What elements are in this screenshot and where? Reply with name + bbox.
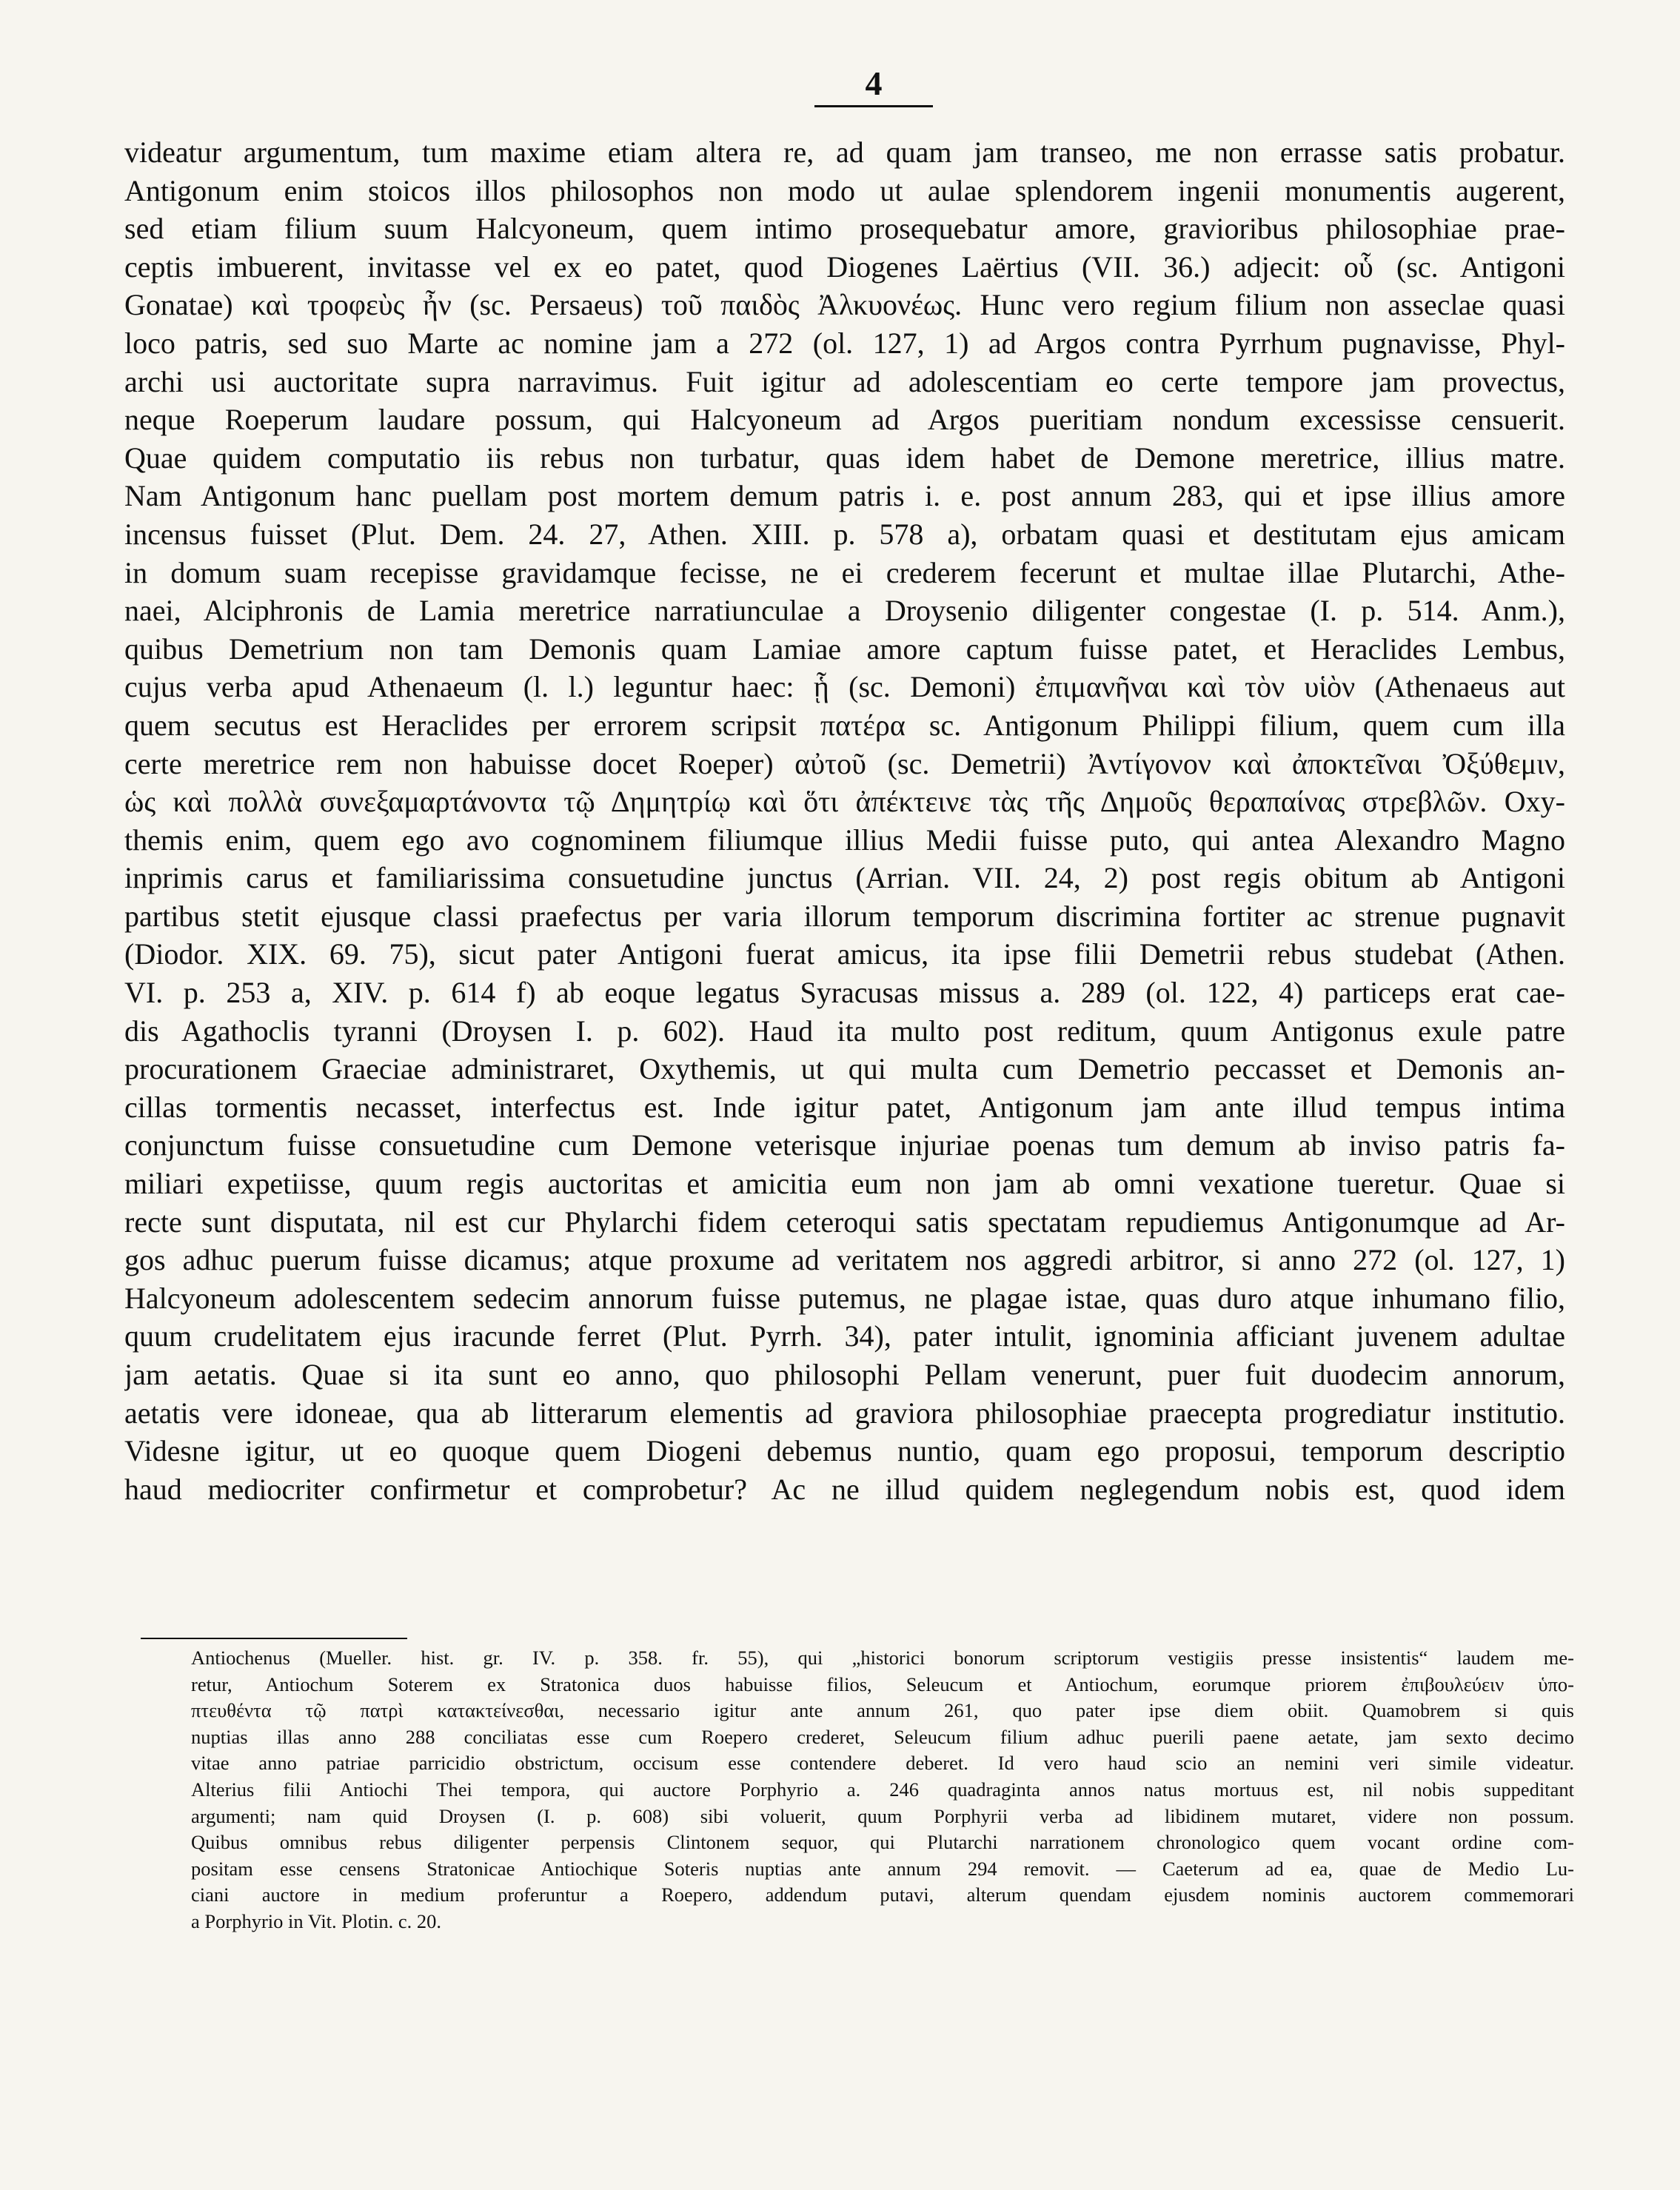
text-line: cillas tormentis necasset, interfectus est. Inde igitur patet, Antigonum jam ante illud tempus intima [124,1090,1565,1124]
main-text-body [124,133,1565,1508]
text-line: conjunctum fuisse consuetudine cum Demone veterisque injuriae poenas tum demum ab inviso patris fa- [124,1128,1565,1162]
text-line: jam aetatis. Quae si ita sunt eo anno, quo philosophi Pellam venerunt, puer fuit duodecim annorum, [124,1358,1565,1391]
text-line: miliari expetiisse, quum regis auctoritas et amicitia eum non jam ab omni vexatione tueretur. Quae si [124,1167,1565,1201]
footnote-block [191,1645,1574,1935]
footnote-line: nuptias illas anno 288 conciliatas esse cum Roepero crederet, Seleucum filium adhuc puerili paene aetate, jam sexto decimo [191,1725,1574,1748]
text-line: quem secutus est Heraclides per errorem scripsit πατέρα sc. Antigonum Philippi filium, quem cum illa [124,708,1565,742]
text-line: ὡς καὶ πολλὰ συνεξαμαρτάνοντα τῷ Δημητρίῳ καὶ ὅτι ἀπέκτεινε τὰς τῆς Δημοῦς θεραπαίνας στρεβλῶν. Oxy- [124,785,1565,819]
footnote-line: Alterius filii Antiochi Thei tempora, qui auctore Porphyrio a. 246 quadraginta annos natus mortuus est, nil nobis suppeditant [191,1778,1574,1801]
text-line: (Diodor. XIX. 69. 75), sicut pater Antigoni fuerat amicus, ita ipse filii Demetrii rebus studebat (Athen. [124,937,1565,971]
footnote-separator [141,1638,407,1639]
text-line: archi usi auctoritate supra narravimus. Fuit igitur ad adolescentiam eo certe tempore jam provectus, [124,364,1565,398]
text-line: dis Agathoclis tyranni (Droysen I. p. 602). Haud ita multo post reditum, quum Antigonus exule patre [124,1014,1565,1048]
text-line: recte sunt disputata, nil est cur Phylarchi fidem ceteroqui satis spectatam repudiemus Antigonumque ad Ar- [124,1205,1565,1239]
text-line: naei, Alciphronis de Lamia meretrice narratiunculae a Droysenio diligenter congestae (I. p. 514. Anm.), [124,594,1565,628]
text-line: aetatis vere idoneae, qua ab litterarum elementis ad graviora philosophiae praecepta progrediatur institutio. [124,1396,1565,1430]
footnote-line: positam esse censens Stratonicae Antiochique Soteris nuptias ante annum 294 removit. — Caeterum ad ea, quae de Medio Lu- [191,1857,1574,1880]
footnote-line: πτευθέντα τῷ πατρὶ κατακτείνεσθαι, necessario igitur ante annum 261, quo pater ipse diem obiit. Quamobrem si quis [191,1699,1574,1722]
text-line: procurationem Graeciae administraret, Oxythemis, ut qui multa cum Demetrio peccasset et Demonis an- [124,1052,1565,1086]
text-line: Videsne igitur, ut eo quoque quem Diogeni debemus nuntio, quam ego proposui, temporum descriptio [124,1434,1565,1468]
text-line: cujus verba apud Athenaeum (l. l.) leguntur haec: ᾗ (sc. Demoni) ἐπιμανῆναι καὶ τὸν υἱὸν (Athenaeus aut [124,670,1565,704]
footnote-line: argumenti; nam quid Droysen (I. p. 608) sibi voluerit, quum Porphyrii verba ad libidinem mutaret, videre non possum. [191,1804,1574,1827]
footnote-line: ciani auctore in medium proferuntur a Roepero, addendum putavi, alterum quendam ejusdem nominis auctorem commemorari [191,1883,1574,1906]
text-line: partibus stetit ejusque classi praefectus per varia illorum temporum discrimina fortiter ac strenue pugnavit [124,899,1565,933]
footnote-line: retur, Antiochum Soterem ex Stratonica duos habuisse filios, Seleucum et Antiochum, eorumque priorem ἐπιβουλεύειν ὑπο- [191,1672,1574,1695]
text-line: incensus fuisset (Plut. Dem. 24. 27, Athen. XIII. p. 578 a), orbatam quasi et destitutam ejus amicam [124,517,1565,551]
text-line: VI. p. 253 a, XIV. p. 614 f) ab eoque legatus Syracusas missus a. 289 (ol. 122, 4) particeps erat cae- [124,976,1565,1010]
text-line: Quae quidem computatio iis rebus non turbatur, quas idem habet de Demone meretrice, illius matre. [124,441,1565,475]
footnote-line: Quibus omnibus rebus diligenter perpensis Clintonem sequor, qui Plutarchi narrationem chronologico quem vocant ordine com- [191,1831,1574,1854]
text-line: Antigonum enim stoicos illos philosophos non modo ut aulae splendorem ingenii monumentis augerent, [124,173,1565,207]
text-line: videatur argumentum, tum maxime etiam altera re, ad quam jam transeo, me non errasse satis probatur. [124,135,1565,169]
text-line: ceptis imbuerent, invitasse vel ex eo patet, quod Diogenes Laërtius (VII. 36.) adjecit: οὗ (sc. Antigoni [124,250,1565,284]
text-line: in domum suam recepisse gravidamque fecisse, ne ei crederem fecerunt et multae illae Plutarchi, Athe- [124,555,1565,589]
text-line: gos adhuc puerum fuisse dicamus; atque proxume ad veritatem nos aggredi arbitror, si anno 272 (ol. 127, 1) [124,1243,1565,1277]
text-line: quum crudelitatem ejus iracunde ferret (Plut. Pyrrh. 34), pater intulit, ignominia afficiant juvenem adultae [124,1319,1565,1353]
footnote-line: a Porphyrio in Vit. Plotin. c. 20. [191,1909,442,1932]
text-line: Nam Antigonum hanc puellam post mortem demum patris i. e. post annum 283, qui et ipse illius amore [124,479,1565,513]
footnote-line: vitae anno patriae parricidio obstrictum, occisum esse contendere deberet. Id vero haud scio an nemini veri simile videatur. [191,1752,1574,1775]
text-line: certe meretrice rem non habuisse docet Roeper) αὐτοῦ (sc. Demetrii) Ἀντίγονον καὶ ἀποκτεῖναι Ὀξύθεμιν, [124,746,1565,780]
page-number-rule [814,105,933,107]
text-line: haud mediocriter confirmetur et comprobetur? Ac ne illud quidem neglegendum nobis est, quod idem [124,1472,1565,1506]
text-line: inprimis carus et familiarissima consuetudine junctus (Arrian. VII. 24, 2) post regis obitum ab Antigoni [124,861,1565,895]
text-line: quibus Demetrium non tam Demonis quam Lamiae amore captum fuisse patet, et Heraclides Lembus, [124,632,1565,666]
page-number: 4 [865,64,883,102]
footnote-line: Antiochenus (Mueller. hist. gr. IV. p. 358. fr. 55), qui „historici bonorum scriptorum vestigiis presse insistentis“ laudem me- [191,1647,1574,1669]
text-line: Gonatae) καὶ τροφεὺς ἦν (sc. Persaeus) τοῦ παιδὸς Ἀλκυονέως. Hunc vero regium filium non asseclae quasi [124,288,1565,322]
text-line: themis enim, quem ego avo cognominem filiumque illius Medii fuisse puto, qui antea Alexandro Magno [124,823,1565,857]
text-line: neque Roeperum laudare possum, qui Halcyoneum ad Argos pueritiam nondum excessisse censuerit. [124,403,1565,437]
text-line: loco patris, sed suo Marte ac nomine jam a 272 (ol. 127, 1) ad Argos contra Pyrrhum pugnavisse, Phyl- [124,326,1565,360]
text-line: sed etiam filium suum Halcyoneum, quem intimo prosequebatur amore, gravioribus philosophiae prae- [124,212,1565,246]
text-line: Halcyoneum adolescentem sedecim annorum fuisse putemus, ne plagae istae, quas duro atque inhumano filio, [124,1281,1565,1315]
